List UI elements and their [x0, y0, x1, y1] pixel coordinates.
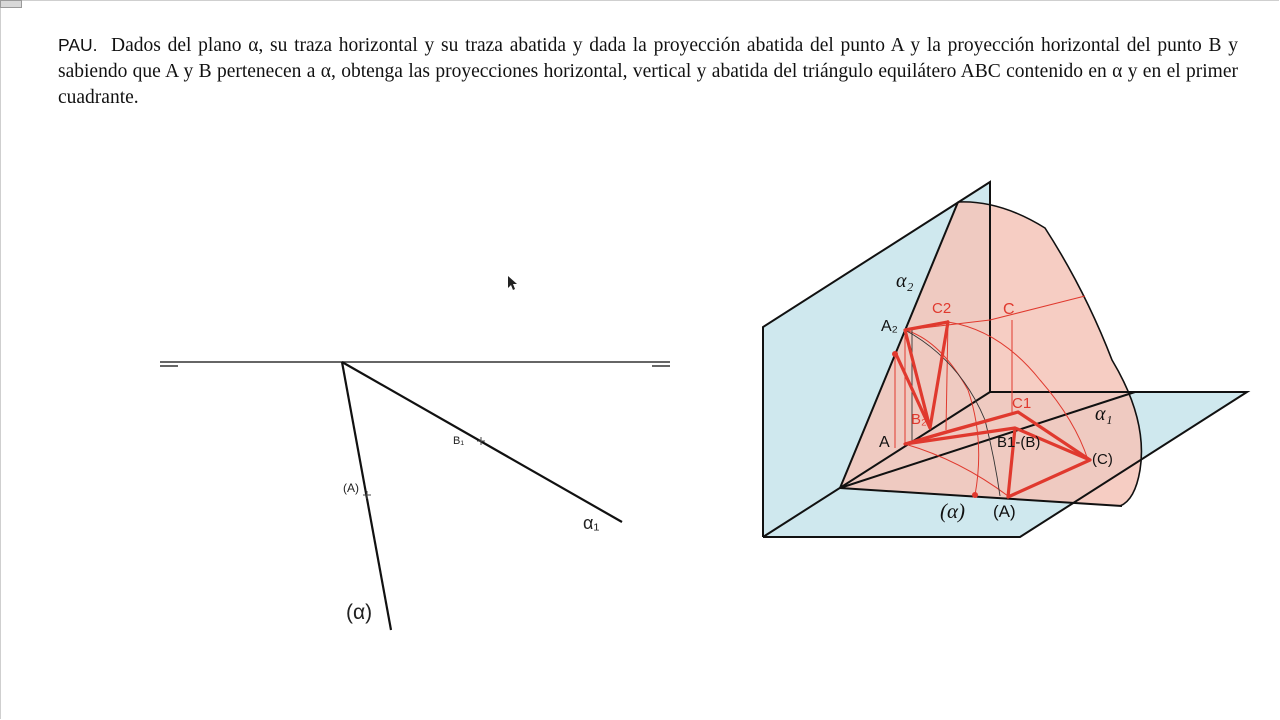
problem-prefix: PAU.: [58, 35, 98, 55]
label-a-folded: (A): [343, 481, 359, 495]
label-alpha-folded: (α): [346, 601, 373, 624]
label-c-folded: (C): [1092, 451, 1113, 468]
point-marker-alpha: [972, 492, 978, 498]
label-c: C: [1003, 301, 1015, 318]
label-a: A: [879, 434, 890, 451]
label-c2: C2: [932, 300, 952, 317]
label-a-folded-3d: (A): [993, 502, 1016, 521]
label-alpha1-3d: α₁: [1095, 403, 1113, 425]
label-c1: C1: [1012, 395, 1032, 412]
label-alpha2: α₂: [896, 270, 914, 292]
problem-text: Dados del plano α, su traza horizontal y su traza abatida y dada la proyección abatida del punto A y la proyección horizontal del punto B y sabiendo que A y B pertenecen a α, obtenga las proyecciones horizontal, vertical y abatida del triángulo equilátero ABC contenido en α y en el primer cuadrante.: [58, 35, 1239, 108]
label-b2: B₂: [911, 411, 927, 428]
label-b1: B₁: [453, 435, 465, 447]
label-alpha-folded-3d: (α): [940, 499, 966, 523]
label-a2: A₂: [881, 318, 898, 335]
label-alpha1: α₁: [583, 513, 600, 533]
point-marker-a2: [892, 351, 898, 357]
label-b1-b: B1-(B): [997, 434, 1041, 451]
